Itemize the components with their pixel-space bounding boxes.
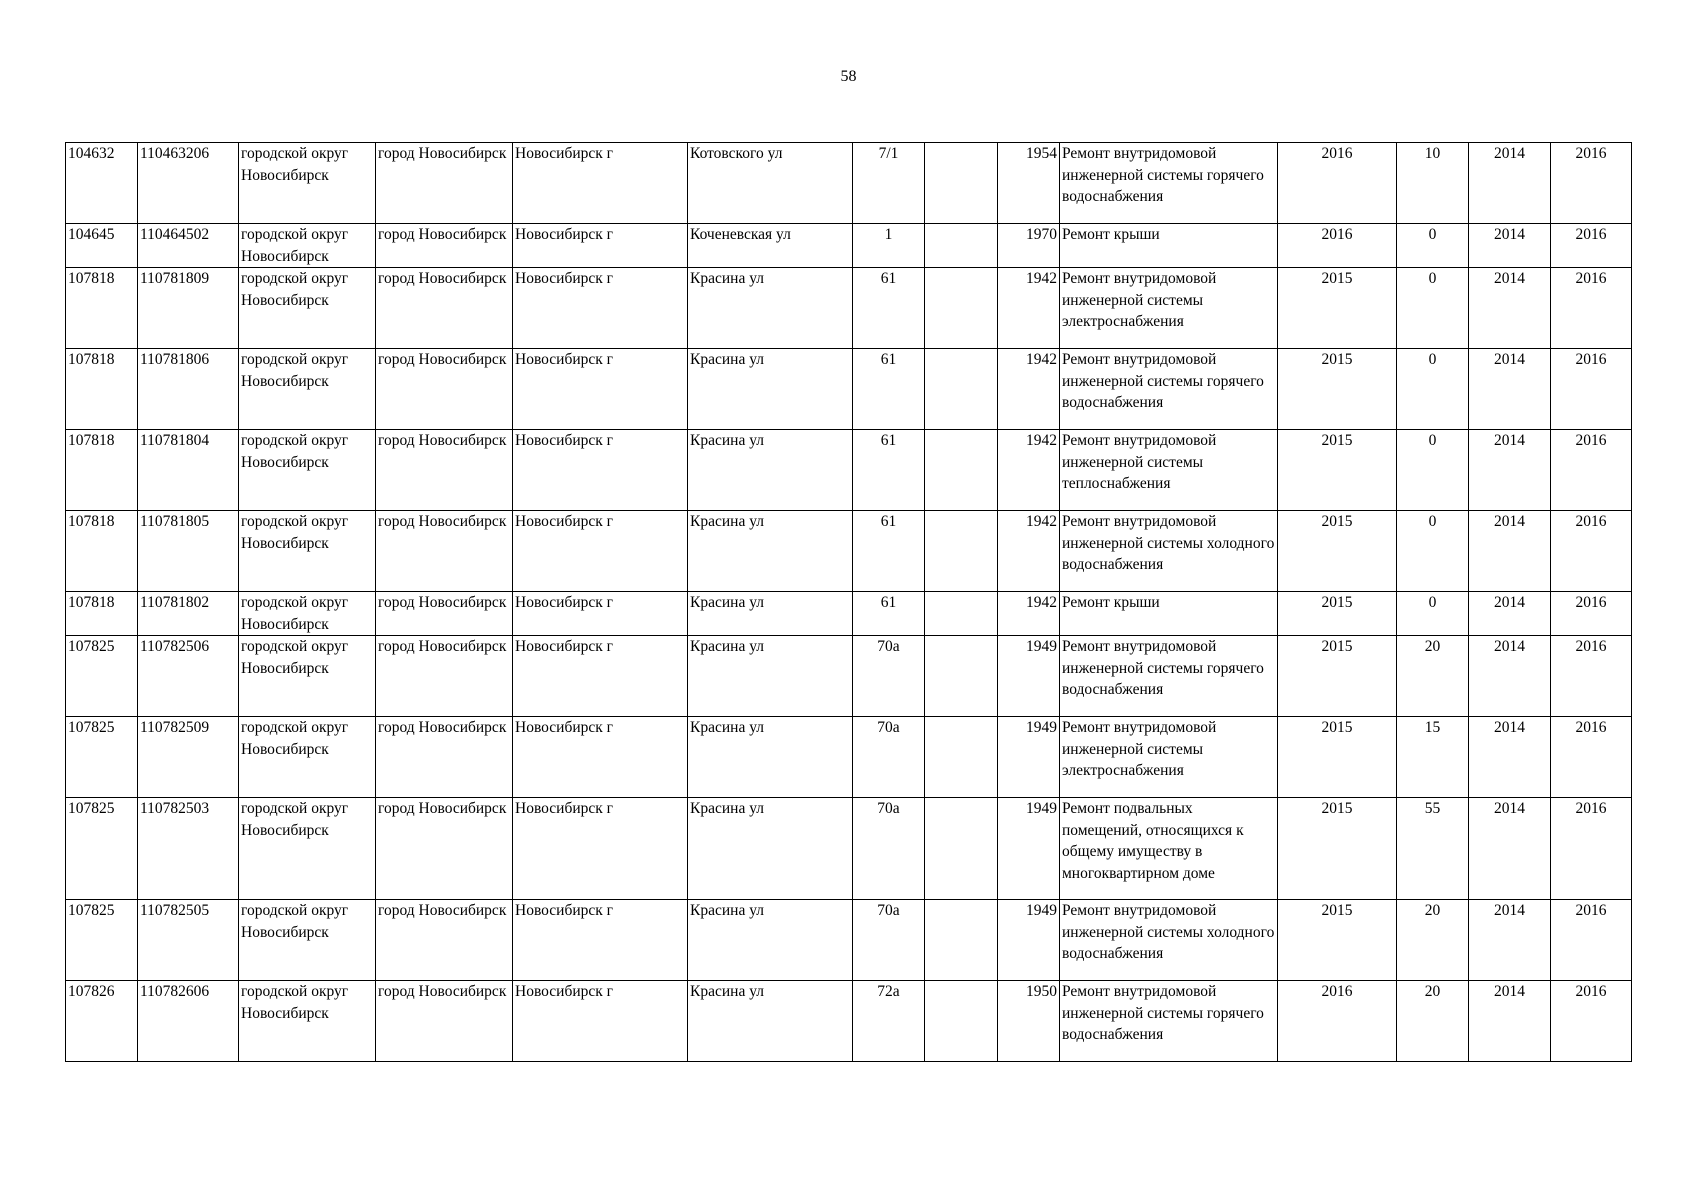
street-cell: Котовского ул	[688, 143, 853, 224]
object-code-cell: 110782606	[138, 981, 239, 1062]
city-cell: Новосибирск г	[513, 717, 688, 798]
settlement-cell: город Новосибирск	[376, 349, 513, 430]
record-id-cell: 107825	[66, 717, 138, 798]
record-id-cell: 107818	[66, 511, 138, 592]
object-code-cell: 110463206	[138, 143, 239, 224]
planned-year-cell: 2016	[1278, 224, 1397, 268]
year-built-cell: 1942	[998, 268, 1060, 349]
municipal-district-cell: городской округ Новосибирск	[239, 900, 376, 981]
period-start-cell: 2014	[1469, 900, 1551, 981]
house-number-cell: 70а	[853, 717, 925, 798]
year-built-cell: 1942	[998, 511, 1060, 592]
wear-percent-cell: 15	[1397, 717, 1469, 798]
record-id-cell: 107818	[66, 268, 138, 349]
settlement-cell: город Новосибирск	[376, 717, 513, 798]
planned-year-cell: 2015	[1278, 798, 1397, 900]
record-id-cell: 107825	[66, 798, 138, 900]
object-code-cell: 110782503	[138, 798, 239, 900]
table-row	[66, 349, 1632, 430]
year-built-cell: 1950	[998, 981, 1060, 1062]
year-built-cell: 1949	[998, 717, 1060, 798]
year-built-cell: 1954	[998, 143, 1060, 224]
settlement-cell: город Новосибирск	[376, 430, 513, 511]
municipal-district-cell: городской округ Новосибирск	[239, 592, 376, 636]
wear-percent-cell: 20	[1397, 636, 1469, 717]
planned-year-cell: 2015	[1278, 717, 1397, 798]
city-cell: Новосибирск г	[513, 592, 688, 636]
house-number-cell: 72а	[853, 981, 925, 1062]
settlement-cell: город Новосибирск	[376, 268, 513, 349]
record-id-cell: 107818	[66, 430, 138, 511]
settlement-cell: город Новосибирск	[376, 592, 513, 636]
period-end-cell: 2016	[1551, 798, 1632, 900]
period-start-cell: 2014	[1469, 798, 1551, 900]
table-row	[66, 636, 1632, 717]
street-cell: Красина ул	[688, 636, 853, 717]
year-built-cell: 1942	[998, 430, 1060, 511]
city-cell: Новосибирск г	[513, 981, 688, 1062]
work-type-cell: Ремонт внутридомовой инженерной системы горячего водоснабжения	[1060, 636, 1278, 717]
house-number-cell: 61	[853, 430, 925, 511]
table-row	[66, 798, 1632, 900]
object-code-cell: 110781806	[138, 349, 239, 430]
street-cell: Красина ул	[688, 981, 853, 1062]
wear-percent-cell: 0	[1397, 224, 1469, 268]
street-cell: Красина ул	[688, 511, 853, 592]
record-id-cell: 107826	[66, 981, 138, 1062]
street-cell: Красина ул	[688, 349, 853, 430]
period-start-cell: 2014	[1469, 511, 1551, 592]
planned-year-cell: 2015	[1278, 636, 1397, 717]
planned-year-cell: 2016	[1278, 143, 1397, 224]
table-row	[66, 981, 1632, 1062]
table-row	[66, 143, 1632, 224]
period-end-cell: 2016	[1551, 268, 1632, 349]
work-type-cell: Ремонт крыши	[1060, 592, 1278, 636]
wear-percent-cell: 20	[1397, 900, 1469, 981]
planned-year-cell: 2016	[1278, 981, 1397, 1062]
table-row	[66, 900, 1632, 981]
municipal-district-cell: городской округ Новосибирск	[239, 798, 376, 900]
empty-cell	[925, 268, 998, 349]
page-number: 58	[840, 68, 857, 85]
house-number-cell: 1	[853, 224, 925, 268]
period-start-cell: 2014	[1469, 636, 1551, 717]
planned-year-cell: 2015	[1278, 349, 1397, 430]
street-cell: Красина ул	[688, 430, 853, 511]
work-type-cell: Ремонт внутридомовой инженерной системы горячего водоснабжения	[1060, 349, 1278, 430]
empty-cell	[925, 900, 998, 981]
city-cell: Новосибирск г	[513, 430, 688, 511]
table-row	[66, 511, 1632, 592]
city-cell: Новосибирск г	[513, 798, 688, 900]
city-cell: Новосибирск г	[513, 900, 688, 981]
record-id-cell: 104632	[66, 143, 138, 224]
object-code-cell: 110782506	[138, 636, 239, 717]
period-end-cell: 2016	[1551, 511, 1632, 592]
record-id-cell: 104645	[66, 224, 138, 268]
period-end-cell: 2016	[1551, 143, 1632, 224]
wear-percent-cell: 0	[1397, 430, 1469, 511]
street-cell: Коченевская ул	[688, 224, 853, 268]
settlement-cell: город Новосибирск	[376, 900, 513, 981]
house-number-cell: 61	[853, 592, 925, 636]
city-cell: Новосибирск г	[513, 349, 688, 430]
wear-percent-cell: 0	[1397, 349, 1469, 430]
period-end-cell: 2016	[1551, 981, 1632, 1062]
period-start-cell: 2014	[1469, 268, 1551, 349]
object-code-cell: 110782509	[138, 717, 239, 798]
municipal-district-cell: городской округ Новосибирск	[239, 349, 376, 430]
record-id-cell: 107818	[66, 349, 138, 430]
period-start-cell: 2014	[1469, 143, 1551, 224]
empty-cell	[925, 224, 998, 268]
municipal-district-cell: городской округ Новосибирск	[239, 268, 376, 349]
municipal-district-cell: городской округ Новосибирск	[239, 224, 376, 268]
period-end-cell: 2016	[1551, 717, 1632, 798]
object-code-cell: 110782505	[138, 900, 239, 981]
table-row	[66, 224, 1632, 268]
wear-percent-cell: 10	[1397, 143, 1469, 224]
work-type-cell: Ремонт внутридомовой инженерной системы электроснабжения	[1060, 268, 1278, 349]
object-code-cell: 110781805	[138, 511, 239, 592]
municipal-district-cell: городской округ Новосибирск	[239, 636, 376, 717]
year-built-cell: 1942	[998, 592, 1060, 636]
period-start-cell: 2014	[1469, 717, 1551, 798]
empty-cell	[925, 636, 998, 717]
wear-percent-cell: 0	[1397, 268, 1469, 349]
object-code-cell: 110781804	[138, 430, 239, 511]
empty-cell	[925, 592, 998, 636]
year-built-cell: 1949	[998, 900, 1060, 981]
settlement-cell: город Новосибирск	[376, 981, 513, 1062]
record-id-cell: 107825	[66, 900, 138, 981]
table-row	[66, 268, 1632, 349]
period-end-cell: 2016	[1551, 349, 1632, 430]
house-number-cell: 70а	[853, 798, 925, 900]
municipal-district-cell: городской округ Новосибирск	[239, 511, 376, 592]
empty-cell	[925, 717, 998, 798]
city-cell: Новосибирск г	[513, 268, 688, 349]
city-cell: Новосибирск г	[513, 636, 688, 717]
empty-cell	[925, 143, 998, 224]
object-code-cell: 110781809	[138, 268, 239, 349]
table-row	[66, 717, 1632, 798]
period-start-cell: 2014	[1469, 981, 1551, 1062]
record-id-cell: 107825	[66, 636, 138, 717]
period-start-cell: 2014	[1469, 224, 1551, 268]
settlement-cell: город Новосибирск	[376, 511, 513, 592]
street-cell: Красина ул	[688, 268, 853, 349]
street-cell: Красина ул	[688, 592, 853, 636]
empty-cell	[925, 511, 998, 592]
planned-year-cell: 2015	[1278, 592, 1397, 636]
work-type-cell: Ремонт подвальных помещений, относящихся к общему имуществу в многоквартирном доме	[1060, 798, 1278, 900]
period-end-cell: 2016	[1551, 900, 1632, 981]
empty-cell	[925, 798, 998, 900]
year-built-cell: 1942	[998, 349, 1060, 430]
period-start-cell: 2014	[1469, 430, 1551, 511]
work-type-cell: Ремонт внутридомовой инженерной системы горячего водоснабжения	[1060, 143, 1278, 224]
year-built-cell: 1970	[998, 224, 1060, 268]
empty-cell	[925, 430, 998, 511]
record-id-cell: 107818	[66, 592, 138, 636]
work-type-cell: Ремонт внутридомовой инженерной системы холодного водоснабжения	[1060, 511, 1278, 592]
period-start-cell: 2014	[1469, 592, 1551, 636]
period-end-cell: 2016	[1551, 592, 1632, 636]
wear-percent-cell: 0	[1397, 511, 1469, 592]
house-number-cell: 61	[853, 511, 925, 592]
empty-cell	[925, 981, 998, 1062]
city-cell: Новосибирск г	[513, 224, 688, 268]
settlement-cell: город Новосибирск	[376, 798, 513, 900]
municipal-district-cell: городской округ Новосибирск	[239, 143, 376, 224]
wear-percent-cell: 20	[1397, 981, 1469, 1062]
house-number-cell: 61	[853, 268, 925, 349]
empty-cell	[925, 349, 998, 430]
table-row	[66, 430, 1632, 511]
work-type-cell: Ремонт внутридомовой инженерной системы теплоснабжения	[1060, 430, 1278, 511]
house-number-cell: 7/1	[853, 143, 925, 224]
planned-year-cell: 2015	[1278, 430, 1397, 511]
work-type-cell: Ремонт внутридомовой инженерной системы холодного водоснабжения	[1060, 900, 1278, 981]
table-row	[66, 592, 1632, 636]
city-cell: Новосибирск г	[513, 511, 688, 592]
planned-year-cell: 2015	[1278, 900, 1397, 981]
settlement-cell: город Новосибирск	[376, 224, 513, 268]
house-number-cell: 70а	[853, 900, 925, 981]
repair-program-table	[65, 142, 1632, 1062]
object-code-cell: 110781802	[138, 592, 239, 636]
municipal-district-cell: городской округ Новосибирск	[239, 981, 376, 1062]
period-end-cell: 2016	[1551, 224, 1632, 268]
planned-year-cell: 2015	[1278, 511, 1397, 592]
settlement-cell: город Новосибирск	[376, 143, 513, 224]
work-type-cell: Ремонт внутридомовой инженерной системы электроснабжения	[1060, 717, 1278, 798]
wear-percent-cell: 0	[1397, 592, 1469, 636]
municipal-district-cell: городской округ Новосибирск	[239, 717, 376, 798]
municipal-district-cell: городской округ Новосибирск	[239, 430, 376, 511]
city-cell: Новосибирск г	[513, 143, 688, 224]
wear-percent-cell: 55	[1397, 798, 1469, 900]
year-built-cell: 1949	[998, 636, 1060, 717]
settlement-cell: город Новосибирск	[376, 636, 513, 717]
street-cell: Красина ул	[688, 717, 853, 798]
house-number-cell: 61	[853, 349, 925, 430]
period-end-cell: 2016	[1551, 430, 1632, 511]
planned-year-cell: 2015	[1278, 268, 1397, 349]
period-start-cell: 2014	[1469, 349, 1551, 430]
object-code-cell: 110464502	[138, 224, 239, 268]
street-cell: Красина ул	[688, 798, 853, 900]
work-type-cell: Ремонт внутридомовой инженерной системы горячего водоснабжения	[1060, 981, 1278, 1062]
period-end-cell: 2016	[1551, 636, 1632, 717]
street-cell: Красина ул	[688, 900, 853, 981]
house-number-cell: 70а	[853, 636, 925, 717]
year-built-cell: 1949	[998, 798, 1060, 900]
work-type-cell: Ремонт крыши	[1060, 224, 1278, 268]
